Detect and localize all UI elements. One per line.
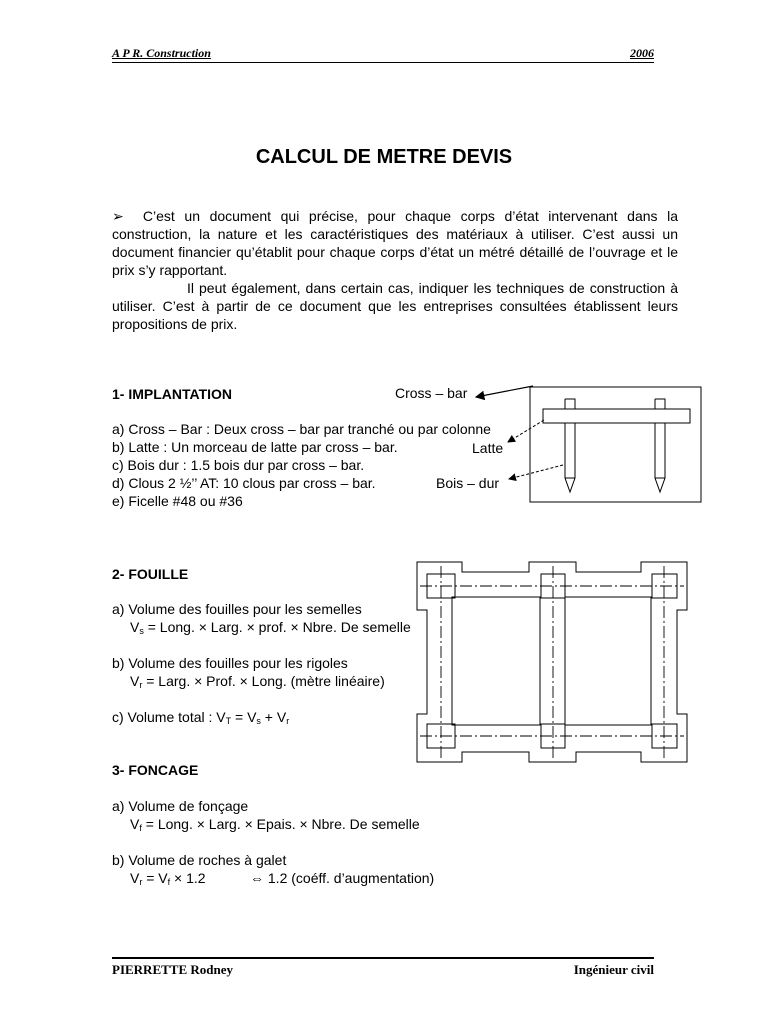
- intro-paragraph-1: ➢ C’est un document qui précise, pour chaque corps d’état intervenant dans la construction, la nature et les caractéristiques des matériaux à utiliser. C’est aussi un document financier qu’établit pour chaque corps d’état un métré détaillé de l’ouvrage et le prix s’y rapportant.: [112, 208, 679, 278]
- section-2-a-formula: $V_s$ = Long. × Larg. × prof. × Nbre. De semelle: [130, 619, 411, 636]
- section-3-heading: 3- FONCAGE: [112, 762, 199, 778]
- footer-author: PIERRETTE Rodney: [112, 962, 233, 977]
- section-3-b-label: b) Volume de roches à galet: [112, 852, 287, 868]
- section-1-heading: 1- IMPLANTATION: [112, 386, 233, 402]
- section-1-item-e: e) Ficelle #48 ou #36: [112, 493, 243, 509]
- footer-role: Ingénieur civil: [573, 962, 654, 977]
- diagram-label-bois: Bois – dur: [436, 475, 500, 491]
- section-3-a-label: a) Volume de fonçage: [112, 798, 249, 814]
- section-2-b-label: b) Volume des fouilles pour les rigoles: [112, 655, 348, 671]
- section-2-b-formula: $V_r$ = Larg. × Prof. × Long. (mètre linéaire): [130, 673, 385, 690]
- header-year: 2006: [630, 46, 654, 60]
- section-1-item-c: c) Bois dur : 1.5 bois dur par cross – bar.: [112, 457, 365, 473]
- section-2-heading: 2- FOUILLE: [112, 566, 189, 582]
- section-2-c-formula: c) Volume total : $V_T = V_s + V_r$: [112, 709, 290, 726]
- bullet-arrow-icon: ➢: [112, 208, 124, 224]
- section-1-item-a: a) Cross – Bar : Deux cross – bar par tranché ou par colonne: [112, 421, 491, 437]
- section-1-item-b: b) Latte : Un morceau de latte par cross – bar.: [112, 439, 398, 455]
- fouille-plan-diagram: [417, 562, 687, 762]
- section-3-a-formula: $V_f$ = Long. × Larg. × Epais. × Nbre. De semelle: [130, 816, 420, 833]
- intro-paragraph-2: Il peut également, dans certain cas, indiquer les techniques de construction à utiliser. C’est à partir de ce document que les entreprises consultées établissent leurs propositions de prix.: [112, 280, 678, 332]
- diagram-label-latte: Latte: [472, 440, 504, 456]
- page-title: CALCUL DE METRE DEVIS: [255, 146, 513, 168]
- crossbar-diagram: [476, 386, 701, 502]
- section-3-b-note: ⇔ 1.2 (coéff. d’augmentation): [250, 870, 435, 886]
- section-2-a-label: a) Volume des fouilles pour les semelles: [112, 601, 362, 617]
- header-company: A P R. Construction: [112, 46, 211, 60]
- diagram-label-crossbar: Cross – bar: [395, 385, 468, 401]
- section-3-b-formula: $V_r = V_f \times 1.2$: [130, 870, 206, 887]
- section-1-item-d: d) Clous 2 ½’’ AT: 10 clous par cross – bar.: [112, 475, 376, 491]
